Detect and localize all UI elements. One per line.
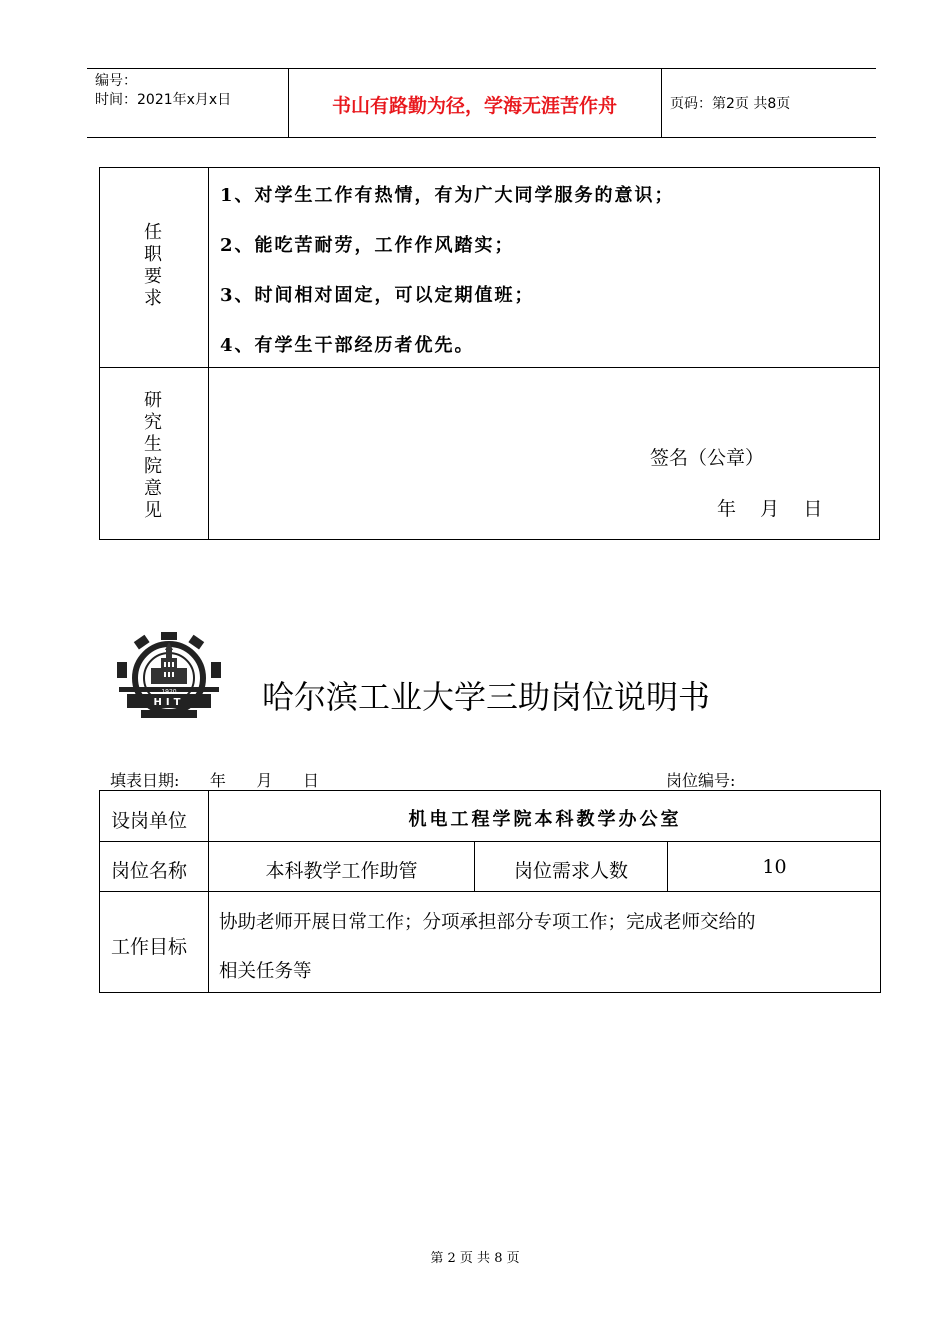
form-divider bbox=[100, 891, 880, 892]
requirements-label bbox=[141, 222, 165, 310]
hit-logo bbox=[113, 632, 225, 722]
header-page-label: 页码：第2页 共8页 bbox=[670, 96, 791, 112]
requirement-item: 2、能吃苦耐劳，工作作风踏实； bbox=[220, 235, 515, 256]
signature-label: 签名（公章） bbox=[650, 447, 765, 469]
goal-line: 相关任务等 bbox=[219, 961, 312, 982]
header-motto: 书山有路勤为径，学海无涯苦作舟 bbox=[331, 95, 617, 117]
count-label: 岗位需求人数 bbox=[513, 860, 628, 882]
table-divider bbox=[100, 367, 879, 368]
vertical-label-char: 究 bbox=[144, 412, 162, 433]
count-value: 10 bbox=[762, 856, 787, 878]
header-meta bbox=[95, 72, 231, 110]
table-divider bbox=[208, 168, 209, 539]
vertical-label-char: 求 bbox=[144, 288, 162, 309]
vertical-label-char: 职 bbox=[144, 244, 162, 265]
logo-year: 1920 bbox=[161, 688, 177, 696]
vertical-label-char: 任 bbox=[144, 222, 162, 243]
vertical-label-char: 院 bbox=[144, 456, 162, 477]
fill-date: 填表日期: 年 月 日 bbox=[110, 771, 319, 790]
page-footer: 第 2 页 共 8 页 bbox=[430, 1251, 520, 1266]
unit-value: 机电工程学院本科教学办公室 bbox=[408, 809, 682, 830]
requirement-item: 3、时间相对固定，可以定期值班； bbox=[220, 285, 535, 306]
vertical-label-char: 要 bbox=[144, 266, 162, 287]
opinion-label bbox=[141, 390, 165, 522]
logo-letters: HIT bbox=[153, 697, 185, 708]
document-title: 哈尔滨工业大学三助岗位说明书 bbox=[262, 678, 711, 716]
vertical-label-char: 意 bbox=[144, 478, 162, 499]
vertical-label-char: 见 bbox=[144, 500, 162, 521]
page-header bbox=[87, 68, 876, 138]
time-label: 时间：2021年x月x日 bbox=[95, 92, 232, 108]
goal-line: 协助老师开展日常工作；分项承担部分专项工作；完成老师交给的 bbox=[219, 912, 756, 933]
vertical-label-char: 生 bbox=[144, 434, 162, 455]
header-divider bbox=[661, 69, 662, 137]
name-value: 本科教学工作助管 bbox=[265, 860, 418, 882]
name-label: 岗位名称 bbox=[111, 860, 188, 882]
requirement-item: 4、有学生干部经历者优先。 bbox=[220, 335, 475, 356]
goal-label: 工作目标 bbox=[111, 936, 188, 958]
form-divider bbox=[100, 841, 880, 842]
position-form bbox=[99, 790, 881, 993]
position-number: 岗位编号: bbox=[666, 771, 736, 790]
number-label: 编号： bbox=[95, 73, 137, 89]
vertical-label-char: 研 bbox=[144, 390, 162, 411]
requirement-item: 1、对学生工作有热情，有为广大同学服务的意识； bbox=[220, 185, 675, 206]
unit-label: 设岗单位 bbox=[111, 810, 188, 832]
requirements-table bbox=[99, 167, 880, 540]
signature-date: 年 月 日 bbox=[717, 498, 823, 520]
